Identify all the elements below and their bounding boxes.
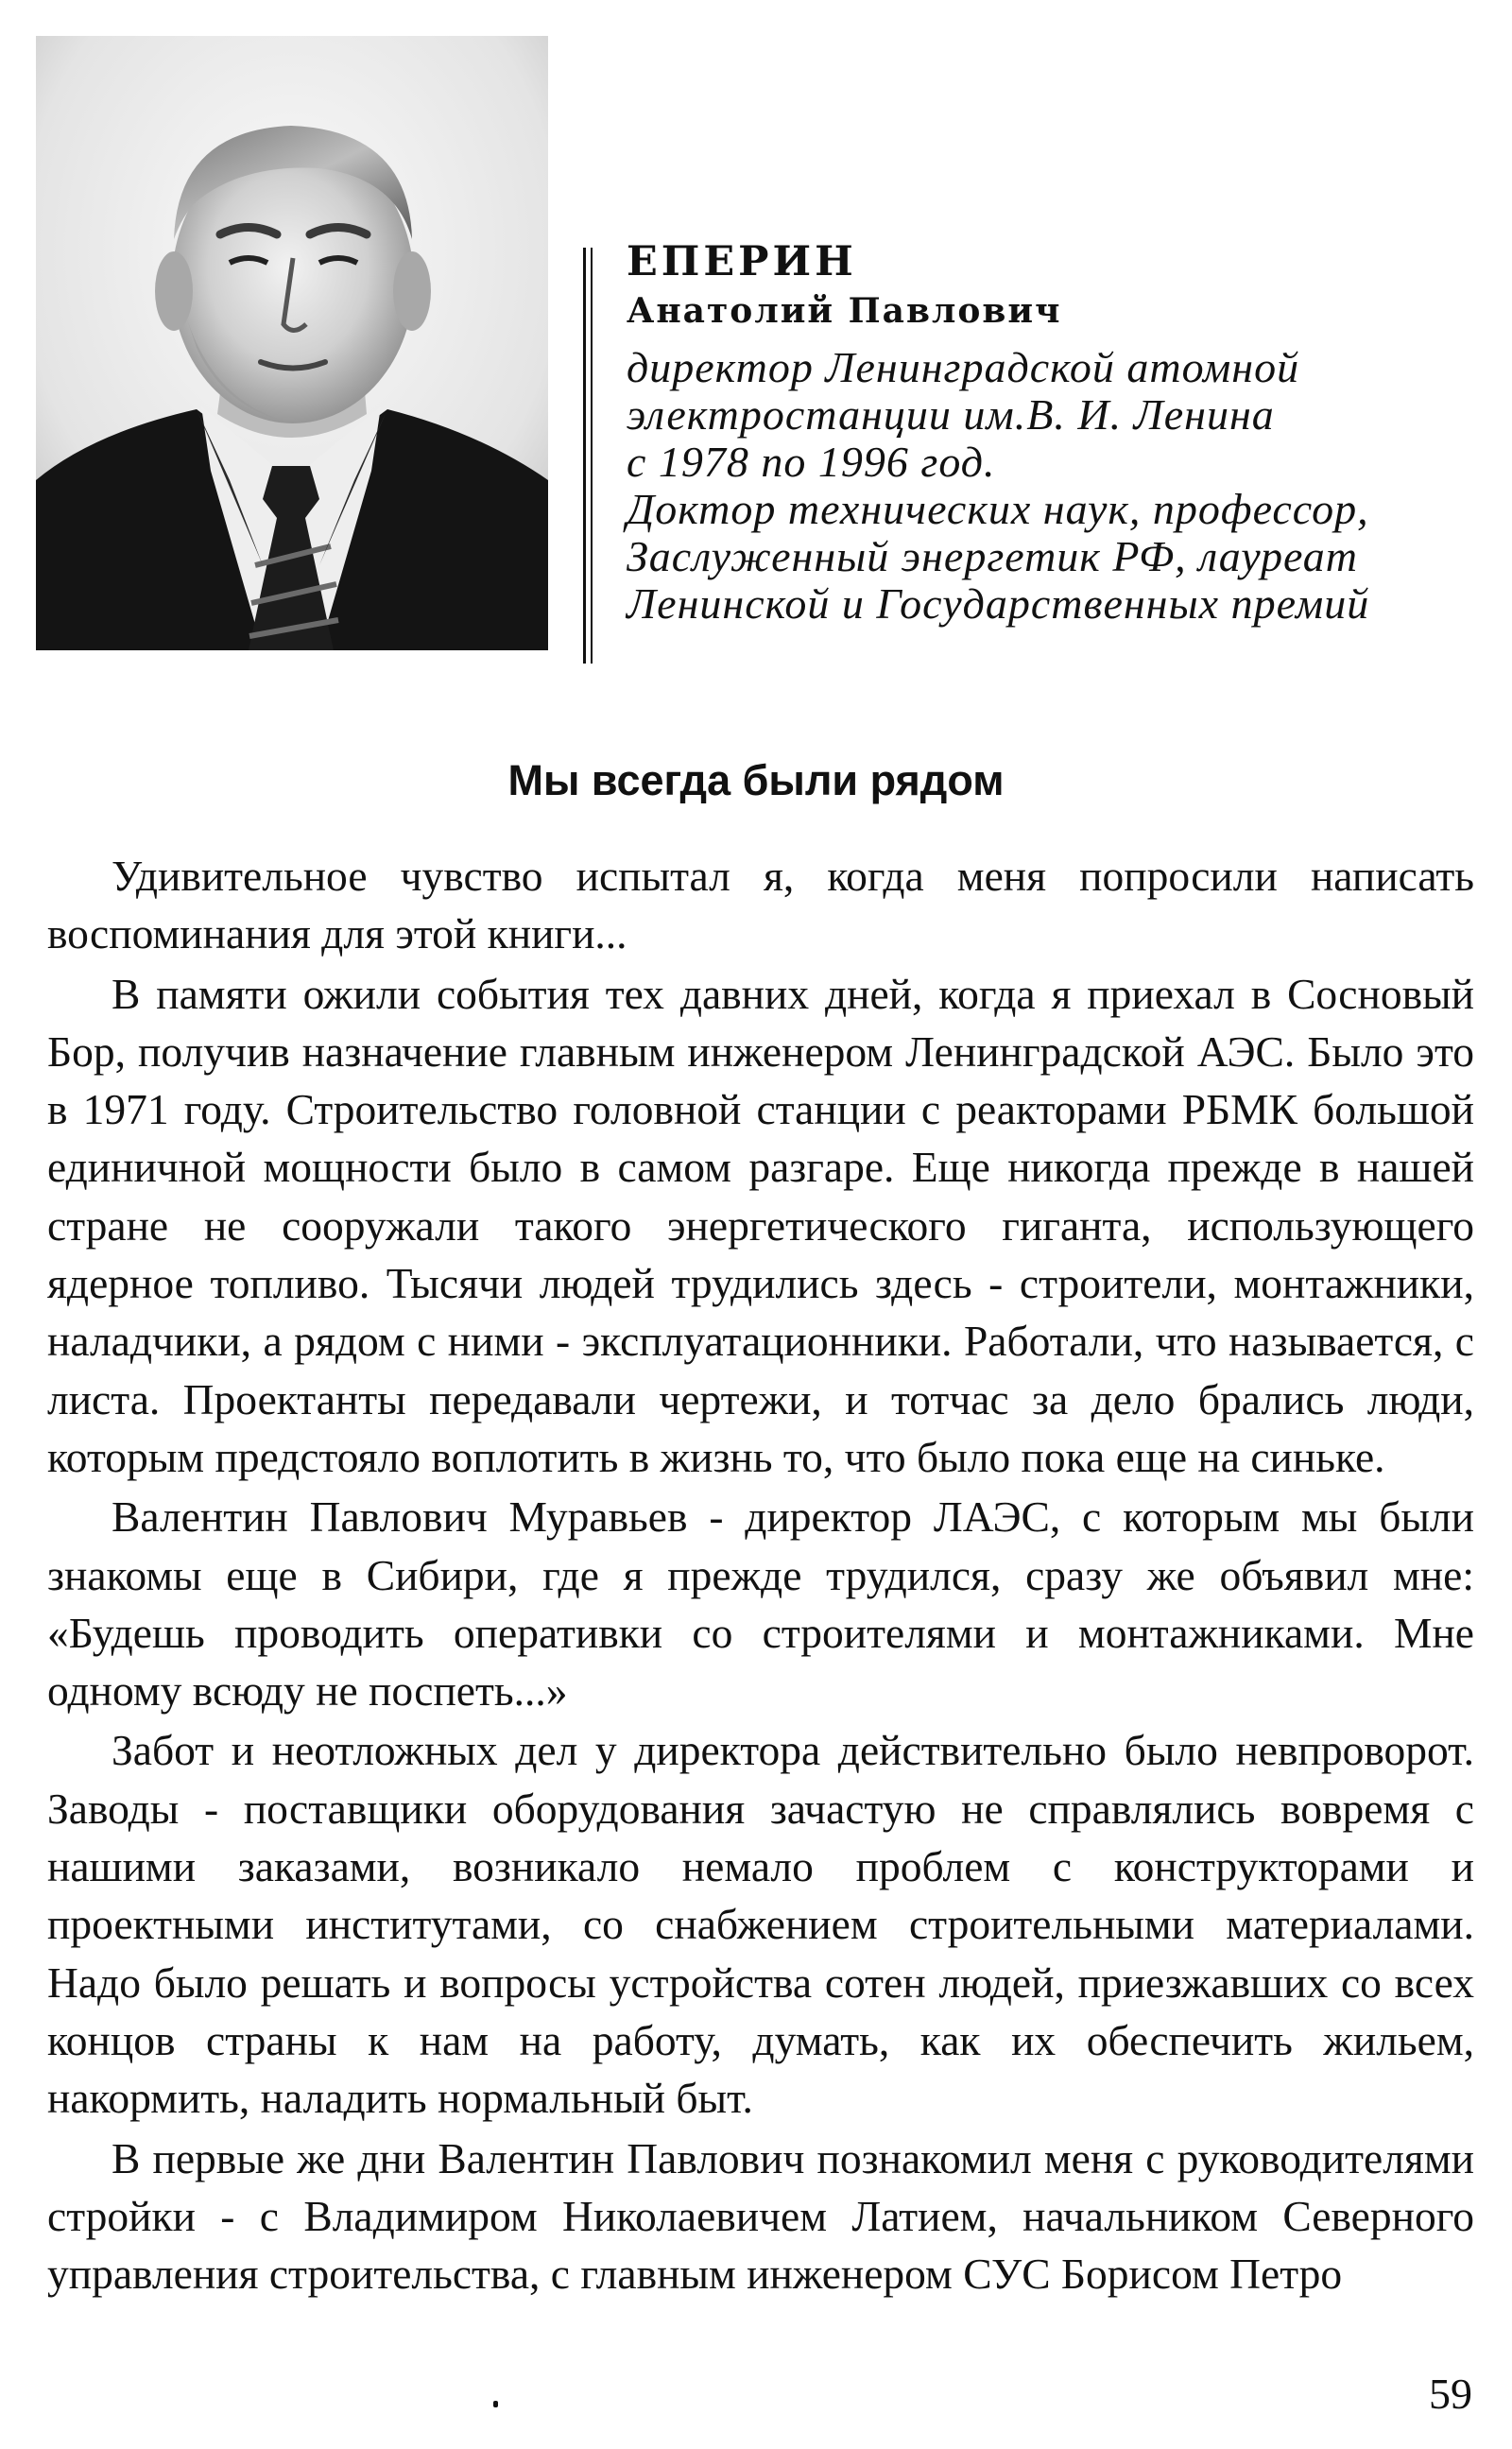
author-role-line: Ленинской и Государственных премий	[627, 579, 1370, 628]
author-role-line: Доктор технических наук, профессор,	[627, 485, 1369, 533]
author-role-line: Заслуженный энергетик РФ, лауреат	[627, 532, 1359, 580]
page-number: 59	[1429, 2370, 1472, 2418]
print-speck	[493, 2401, 498, 2407]
portrait-photo-icon	[36, 36, 548, 650]
portrait-photo	[36, 36, 548, 650]
author-given-name: Анатолий Павлович	[627, 291, 1062, 331]
article-body	[47, 847, 1474, 2302]
author-role-line: директор Ленинградской атомной	[627, 343, 1300, 391]
author-surname: ЕПЕРИН	[627, 238, 857, 285]
bio-divider	[583, 248, 593, 664]
article-paragraph: В памяти ожили события тех давних дней, когда я приехал в Сосновый Бор, получив назначение главным инженером Ленинградской АЭС. Было это в 1971 году. Строительство головной станции с реакторами РБМК большой единичной мощности было в самом разгаре. Еще никогда прежде в нашей стране не сооружали такого энергетического гиганта, использующего ядерное топливо. Тысячи людей трудились здесь - строители, монтажники, наладчики, а рядом с ними - эксплуатационники. Работали, что называется, с листа. Проектанты передавали чертежи, и тотчас за дело брались люди, которым предстояло воплотить в жизнь то, что было пока еще на синьке.	[47, 969, 1474, 1481]
author-role-line: с 1978 по 1996 год.	[627, 438, 996, 486]
article-paragraph: Удивительное чувство испытал я, когда меня попросили написать воспоминания для этой книги...	[47, 852, 1474, 958]
author-bio	[627, 236, 1477, 628]
article-paragraph: Валентин Павлович Муравьев - директор ЛАЭС, с которым мы были знакомы еще в Сибири, где я прежде трудился, сразу же объявил мне: «Будешь проводить оперативки со строителями и монтажниками. Мне одному всюду не поспеть...»	[47, 1492, 1474, 1716]
article-paragraph: В первые же дни Валентин Павлович познакомил меня с руководителями стройки - с Владимиром Николаевичем Латием, начальником Северного управления строительства, с главным инженером СУС Борисом Петро	[47, 2133, 1474, 2299]
article-title: Мы всегда были рядом	[507, 756, 1005, 804]
article-paragraph: Забот и неотложных дел у директора действительно было невпроворот. Заводы - поставщики оборудования зачастую не справлялись вовремя с нашими заказами, возникало немало проблем с конструкторами и проектными институтами, со снабжением строительными материалами. Надо было решать и вопросы устройства сотен людей, приезжавших со всех концов страны к нам на работу, думать, как их обеспечить жильем, накормить, наладить нормальный быт.	[47, 1726, 1474, 2123]
author-role-line: электростанции им.В. И. Ленина	[627, 390, 1275, 439]
